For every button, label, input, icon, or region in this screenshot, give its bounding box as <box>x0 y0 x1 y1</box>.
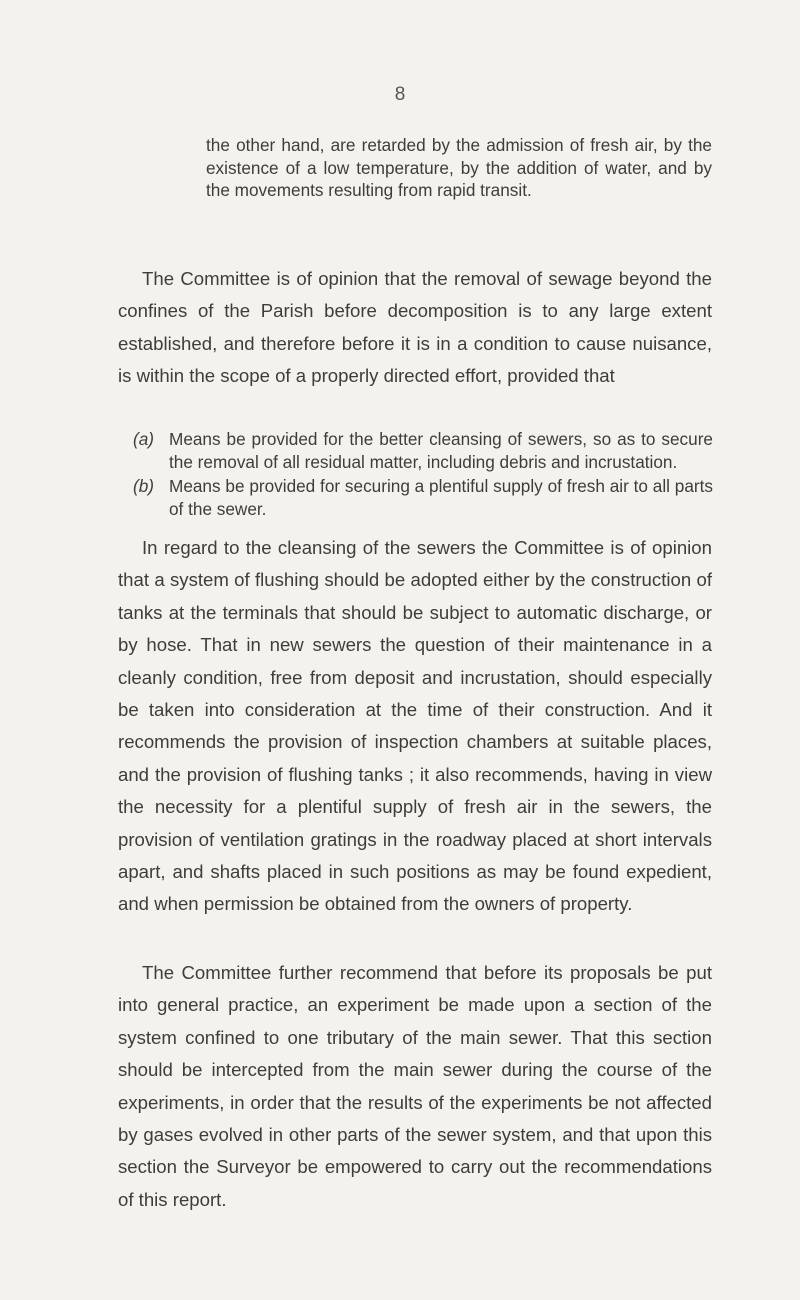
provision-item-b <box>133 475 713 521</box>
provision-text-a: Means be provided for the better cleansing of sewers, so as to secure the removal of all residual matter, including debris and incrustation. <box>169 429 713 472</box>
page-number: 8 <box>394 84 406 105</box>
paragraph-cleansing-of-sewers: In regard to the cleansing of the sewers the Committee is of opinion that a system of flushing should be adopted either by the construction of tanks at the terminals that should be subject to automatic discharge, or by hose. That in new sewers the question of their maintenance in a cleanly condition, free from deposit and incrustation, should especially be taken into consideration at the time of their construction. And it recommends the provision of inspection chambers at suitable places, and the provision of flushing tanks ; it also recommends, having in view the necessity for a plentiful supply of fresh air in the sewers, the provision of ventilation gratings in the roadway placed at short intervals apart, and shafts placed in such positions as may be found expedient, and when permission be obtained from the owners of property. <box>118 537 712 915</box>
paragraph-removal-of-sewage: The Committee is of opinion that the removal of sewage beyond the confines of the Parish before decomposition is to any large extent established, and therefore before it is in a condition to cause nuisance, is within the scope of a properly directed effort, provided that <box>118 268 712 387</box>
provision-text-b: Means be provided for securing a plentiful supply of fresh air to all parts of the sewer. <box>169 476 713 519</box>
continued-quote: the other hand, are retarded by the admission of fresh air, by the existence of a low temperature, by the addition of water, and by the movements resulting from rapid transit. <box>206 135 712 201</box>
paragraph-experiment-recommendation: The Committee further recommend that before its proposals be put into general practice, an experiment be made upon a section of the system confined to one tributary of the main sewer. That this section should be intercepted from the main sewer during the course of the experiments, in order that the results of the experiments be not affected by gases evolved in other parts of the sewer system, and that upon this section the Surveyor be empowered to carry out the recommendations of this report. <box>118 962 712 1210</box>
provision-item-a <box>133 428 713 474</box>
provision-marker-a: (a) <box>133 429 155 449</box>
provision-marker-b: (b) <box>133 476 155 496</box>
